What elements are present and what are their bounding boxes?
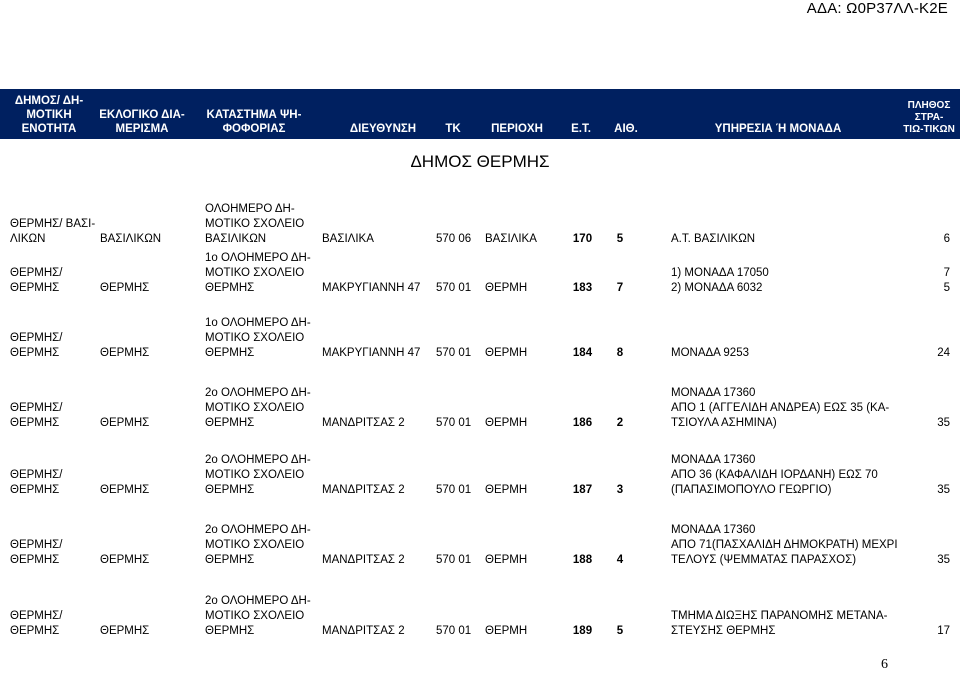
- cell-district: ΘΕΡΜΗΣ: [100, 625, 150, 637]
- cell-address: ΜΑΝΔΡΙΤΣΑΣ 2: [322, 554, 405, 566]
- cell-service: 1) ΜΟΝΑΔΑ 17050 2) ΜΟΝΑΔΑ 6032: [671, 267, 769, 294]
- cell-unit: ΘΕΡΜΗΣ/ ΘΕΡΜΗΣ: [10, 539, 63, 566]
- cell-num: 3: [616, 484, 624, 496]
- cell-service: Α.Τ. ΒΑΣΙΛΙΚΩΝ: [671, 233, 756, 245]
- cell-district: ΘΕΡΜΗΣ: [100, 554, 150, 566]
- cell-et: 183: [572, 282, 593, 294]
- cell-count: 17: [937, 625, 950, 637]
- cell-address: ΜΑΝΔΡΙΤΣΑΣ 2: [322, 417, 405, 429]
- cell-count: 6: [943, 233, 950, 245]
- cell-area: ΘΕΡΜΗ: [485, 347, 528, 359]
- cell-area: ΘΕΡΜΗ: [485, 554, 528, 566]
- cell-station: 2ο ΟΛΟΗΜΕΡΟ ΔΗ- ΜΟΤΙΚΟ ΣΧΟΛΕΙΟ ΘΕΡΜΗΣ: [205, 524, 311, 566]
- cell-address: ΜΑΚΡΥΓΙΑΝΝΗ 47: [322, 282, 421, 294]
- cell-unit: ΘΕΡΜΗΣ/ ΘΕΡΜΗΣ: [10, 332, 63, 359]
- cell-district: ΘΕΡΜΗΣ: [100, 282, 150, 294]
- cell-area: ΘΕΡΜΗ: [485, 625, 528, 637]
- cell-station: 2ο ΟΛΟΗΜΕΡΟ ΔΗ- ΜΟΤΙΚΟ ΣΧΟΛΕΙΟ ΘΕΡΜΗΣ: [205, 387, 311, 429]
- cell-service: ΜΟΝΑΔΑ 17360 ΑΠΟ 71(ΠΑΣΧΑΛΙΔΗ ΔΗΜΟΚΡΑΤΗ) ΜΕΧΡΙ ΤΕΛΟΥΣ (ΨΕΜΜΑΤΑΣ ΠΑΡΑΣΧΟΣ): [671, 524, 898, 566]
- cell-address: ΜΑΚΡΥΓΙΑΝΝΗ 47: [322, 347, 421, 359]
- cell-num: 4: [616, 554, 624, 566]
- cell-tk: 570 01: [436, 625, 472, 637]
- header-service: ΥΠΗΡΕΣΙΑ Ή ΜΟΝΑΔΑ: [714, 123, 842, 135]
- municipality-title: ΔΗΜΟΣ ΘΕΡΜΗΣ: [410, 152, 550, 171]
- cell-tk: 570 01: [436, 554, 472, 566]
- cell-district: ΘΕΡΜΗΣ: [100, 484, 150, 496]
- cell-num: 8: [616, 347, 624, 359]
- cell-unit: ΘΕΡΜΗΣ/ ΘΕΡΜΗΣ: [10, 469, 63, 496]
- cell-et: 189: [572, 625, 593, 637]
- cell-service: ΤΜΗΜΑ ΔΙΩΞΗΣ ΠΑΡΑΝΟΜΗΣ ΜΕΤΑΝΑ- ΣΤΕΥΣΗΣ ΘΕΡΜΗΣ: [671, 610, 888, 637]
- header-tk: ΤΚ: [445, 123, 461, 135]
- cell-tk: 570 06: [436, 233, 472, 245]
- cell-area: ΒΑΣΙΛΙΚΑ: [485, 233, 537, 245]
- cell-unit: ΘΕΡΜΗΣ/ ΒΑΣΙ- ΛΙΚΩΝ: [10, 218, 96, 245]
- cell-et: 188: [572, 554, 593, 566]
- cell-district: ΒΑΣΙΛΙΚΩΝ: [100, 233, 162, 245]
- cell-station: 2ο ΟΛΟΗΜΕΡΟ ΔΗ- ΜΟΤΙΚΟ ΣΧΟΛΕΙΟ ΘΕΡΜΗΣ: [205, 454, 311, 496]
- cell-address: ΒΑΣΙΛΙΚΑ: [322, 233, 374, 245]
- cell-count: 35: [937, 484, 950, 496]
- cell-area: ΘΕΡΜΗ: [485, 282, 528, 294]
- cell-service: ΜΟΝΑΔΑ 17360 ΑΠΟ 36 (ΚΑΦΑΛΙΔΗ ΙΟΡΔΑΝΗ) ΕΩΣ 70 (ΠΑΠΑΣΙΜΟΠΟΥΛΟ ΓΕΩΡΓΙΟ): [671, 454, 878, 496]
- cell-district: ΘΕΡΜΗΣ: [100, 417, 150, 429]
- header-address: ΔΙΕΥΘΥΝΣΗ: [349, 123, 417, 135]
- header-unit: ΔΗΜΟΣ/ ΔΗ- ΜΟΤΙΚΗ ΕΝΟΤΗΤΑ: [14, 95, 84, 135]
- cell-area: ΘΕΡΜΗ: [485, 417, 528, 429]
- cell-unit: ΘΕΡΜΗΣ/ ΘΕΡΜΗΣ: [10, 610, 63, 637]
- page-number: 6: [881, 657, 888, 672]
- cell-num: 2: [616, 417, 624, 429]
- cell-station: 1ο ΟΛΟΗΜΕΡΟ ΔΗ- ΜΟΤΙΚΟ ΣΧΟΛΕΙΟ ΘΕΡΜΗΣ: [205, 317, 311, 359]
- cell-tk: 570 01: [436, 347, 472, 359]
- header-station: ΚΑΤΑΣΤΗΜΑ ΨΗ- ΦΟΦΟΡΙΑΣ: [206, 109, 302, 135]
- cell-count: 24: [937, 347, 950, 359]
- header-area: ΠΕΡΙΟΧΗ: [491, 123, 543, 135]
- header-count: ΠΛΗΘΟΣ ΣΤΡΑ- ΤΙΩ-ΤΙΚΩΝ: [903, 100, 955, 135]
- cell-et: 184: [572, 347, 593, 359]
- cell-address: ΜΑΝΔΡΙΤΣΑΣ 2: [322, 625, 405, 637]
- cell-et: 170: [572, 233, 593, 245]
- cell-district: ΘΕΡΜΗΣ: [100, 347, 150, 359]
- cell-num: 5: [616, 233, 624, 245]
- header-district: ΕΚΛΟΓΙΚΟ ΔΙΑ- ΜΕΡΙΣΜΑ: [99, 109, 185, 135]
- header-et: Ε.Τ.: [571, 123, 591, 135]
- ada-code: ΑΔΑ: Ω0Ρ37ΛΛ-Κ2Ε: [806, 0, 948, 17]
- cell-count: 35: [937, 554, 950, 566]
- cell-station: ΟΛΟΗΜΕΡΟ ΔΗ- ΜΟΤΙΚΟ ΣΧΟΛΕΙΟ ΒΑΣΙΛΙΚΩΝ: [205, 203, 305, 245]
- cell-count: 35: [937, 417, 950, 429]
- cell-service: ΜΟΝΑΔΑ 9253: [671, 347, 749, 359]
- cell-unit: ΘΕΡΜΗΣ/ ΘΕΡΜΗΣ: [10, 402, 63, 429]
- cell-et: 187: [572, 484, 593, 496]
- cell-num: 5: [616, 625, 624, 637]
- cell-et: 186: [572, 417, 593, 429]
- cell-unit: ΘΕΡΜΗΣ/ ΘΕΡΜΗΣ: [10, 267, 63, 294]
- cell-count: 7 5: [943, 267, 950, 294]
- cell-station: 1ο ΟΛΟΗΜΕΡΟ ΔΗ- ΜΟΤΙΚΟ ΣΧΟΛΕΙΟ ΘΕΡΜΗΣ: [205, 252, 311, 294]
- cell-tk: 570 01: [436, 484, 472, 496]
- cell-service: ΜΟΝΑΔΑ 17360 ΑΠΟ 1 (ΑΓΓΕΛΙΔΗ ΑΝΔΡΕΑ) ΕΩΣ 35 (ΚΑ- ΤΣΙΟΥΛΑ ΑΣΗΜΙΝΑ): [671, 387, 890, 429]
- cell-tk: 570 01: [436, 282, 472, 294]
- cell-station: 2ο ΟΛΟΗΜΕΡΟ ΔΗ- ΜΟΤΙΚΟ ΣΧΟΛΕΙΟ ΘΕΡΜΗΣ: [205, 595, 311, 637]
- cell-num: 7: [616, 282, 624, 294]
- cell-address: ΜΑΝΔΡΙΤΣΑΣ 2: [322, 484, 405, 496]
- cell-tk: 570 01: [436, 417, 472, 429]
- header-num: ΑΙΘ.: [614, 123, 638, 135]
- cell-area: ΘΕΡΜΗ: [485, 484, 528, 496]
